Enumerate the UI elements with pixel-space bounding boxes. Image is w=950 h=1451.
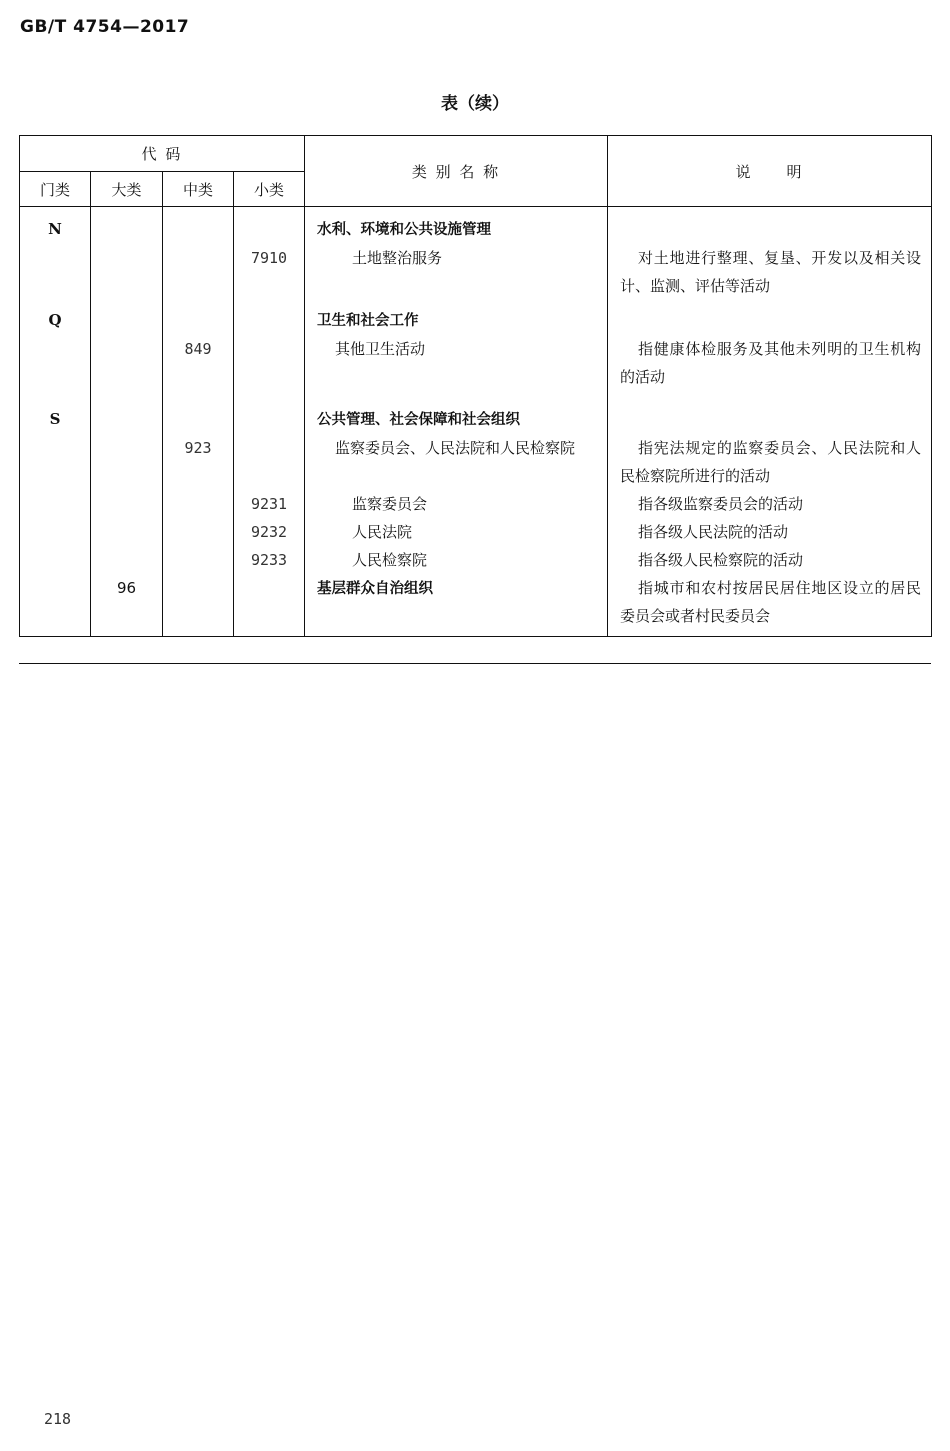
cell-men bbox=[20, 434, 91, 490]
table-row bbox=[20, 546, 932, 574]
table-row bbox=[20, 244, 932, 306]
cell-zhong bbox=[163, 574, 234, 637]
table-row bbox=[20, 207, 932, 245]
category-name: 公共管理、社会保障和社会组织 bbox=[317, 412, 521, 428]
category-name: 卫生和社会工作 bbox=[317, 313, 419, 329]
category-name: 监察委员会、人民法院和人民检察院 bbox=[335, 439, 576, 457]
cell-men bbox=[20, 546, 91, 574]
cell-da bbox=[91, 518, 163, 546]
cell-da bbox=[91, 434, 163, 490]
cell-zhong: 923 bbox=[163, 434, 234, 490]
cell-men bbox=[20, 490, 91, 518]
cell-name bbox=[305, 490, 608, 518]
category-desc: 指城市和农村按居民居住地区设立的居民委员会或者村民委员会 bbox=[620, 579, 922, 625]
cell-desc bbox=[608, 244, 932, 306]
cell-men: N bbox=[20, 207, 91, 245]
category-desc: 指各级监察委员会的活动 bbox=[638, 495, 804, 513]
document-id: GB/T 4754—2017 bbox=[20, 17, 190, 37]
header-name: 类 别 名 称 bbox=[305, 136, 608, 207]
category-desc: 指宪法规定的监察委员会、人民法院和人民检察院所进行的活动 bbox=[620, 439, 922, 485]
cell-xiao: 9231 bbox=[234, 490, 305, 518]
table-row bbox=[20, 405, 932, 434]
cell-zhong bbox=[163, 306, 234, 335]
table-row bbox=[20, 574, 932, 637]
header-da: 大类 bbox=[91, 172, 163, 207]
header-desc: 说 明 bbox=[608, 136, 932, 207]
cell-desc bbox=[608, 306, 932, 335]
header-xiao: 小类 bbox=[234, 172, 305, 207]
cell-name bbox=[305, 335, 608, 405]
cell-name bbox=[305, 434, 608, 490]
cell-zhong bbox=[163, 546, 234, 574]
cell-xiao bbox=[234, 434, 305, 490]
table-row bbox=[20, 518, 932, 546]
category-name: 监察委员会 bbox=[352, 495, 428, 513]
category-name: 人民检察院 bbox=[352, 551, 428, 569]
cell-da bbox=[91, 244, 163, 306]
cell-desc bbox=[608, 490, 932, 518]
cell-name bbox=[305, 518, 608, 546]
cell-desc bbox=[608, 335, 932, 405]
table-row bbox=[20, 434, 932, 490]
classification-table bbox=[19, 135, 932, 637]
cell-xiao bbox=[234, 574, 305, 637]
cell-xiao: 9233 bbox=[234, 546, 305, 574]
cell-zhong bbox=[163, 405, 234, 434]
page-number: 218 bbox=[44, 1410, 72, 1428]
category-desc: 对土地进行整理、复垦、开发以及相关设计、监测、评估等活动 bbox=[620, 249, 922, 295]
cell-zhong bbox=[163, 518, 234, 546]
cell-da bbox=[91, 546, 163, 574]
cell-da bbox=[91, 306, 163, 335]
header-men: 门类 bbox=[20, 172, 91, 207]
header-zhong: 中类 bbox=[163, 172, 234, 207]
cell-xiao bbox=[234, 405, 305, 434]
table-row bbox=[20, 335, 932, 405]
cell-name bbox=[305, 574, 608, 637]
cell-desc bbox=[608, 518, 932, 546]
cell-desc bbox=[608, 574, 932, 637]
cell-da bbox=[91, 335, 163, 405]
category-name: 水利、环境和公共设施管理 bbox=[317, 222, 492, 238]
cell-men bbox=[20, 335, 91, 405]
category-desc: 指各级人民法院的活动 bbox=[638, 523, 789, 541]
cell-name bbox=[305, 405, 608, 434]
category-name: 人民法院 bbox=[352, 523, 413, 541]
cell-desc bbox=[608, 405, 932, 434]
cell-men bbox=[20, 574, 91, 637]
cell-men bbox=[20, 518, 91, 546]
cell-zhong: 849 bbox=[163, 335, 234, 405]
cell-desc bbox=[608, 434, 932, 490]
cell-da bbox=[91, 405, 163, 434]
cell-men bbox=[20, 244, 91, 306]
cell-name bbox=[305, 207, 608, 245]
cell-xiao bbox=[234, 207, 305, 245]
cell-name bbox=[305, 244, 608, 306]
cell-men: S bbox=[20, 405, 91, 434]
cell-xiao bbox=[234, 335, 305, 405]
table-body bbox=[20, 207, 932, 637]
cell-name bbox=[305, 306, 608, 335]
cell-xiao: 9232 bbox=[234, 518, 305, 546]
cell-men: Q bbox=[20, 306, 91, 335]
table-title: 表（续） bbox=[441, 94, 509, 114]
header-code-group: 代 码 bbox=[20, 136, 305, 172]
cell-da bbox=[91, 490, 163, 518]
cell-desc bbox=[608, 207, 932, 245]
cell-da: 96 bbox=[91, 574, 163, 637]
cell-zhong bbox=[163, 490, 234, 518]
cell-xiao bbox=[234, 306, 305, 335]
table-row bbox=[20, 306, 932, 335]
cell-xiao: 7910 bbox=[234, 244, 305, 306]
category-desc: 指健康体检服务及其他未列明的卫生机构的活动 bbox=[620, 340, 922, 386]
cell-desc bbox=[608, 546, 932, 574]
category-name: 基层群众自治组织 bbox=[317, 581, 434, 597]
category-name: 其他卫生活动 bbox=[335, 340, 426, 358]
cell-zhong bbox=[163, 244, 234, 306]
table-row bbox=[20, 490, 932, 518]
category-name: 土地整治服务 bbox=[352, 249, 443, 267]
category-desc: 指各级人民检察院的活动 bbox=[638, 551, 804, 569]
cell-name bbox=[305, 546, 608, 574]
cell-zhong bbox=[163, 207, 234, 245]
footer-rule bbox=[19, 663, 931, 664]
table-header bbox=[20, 136, 932, 207]
cell-da bbox=[91, 207, 163, 245]
